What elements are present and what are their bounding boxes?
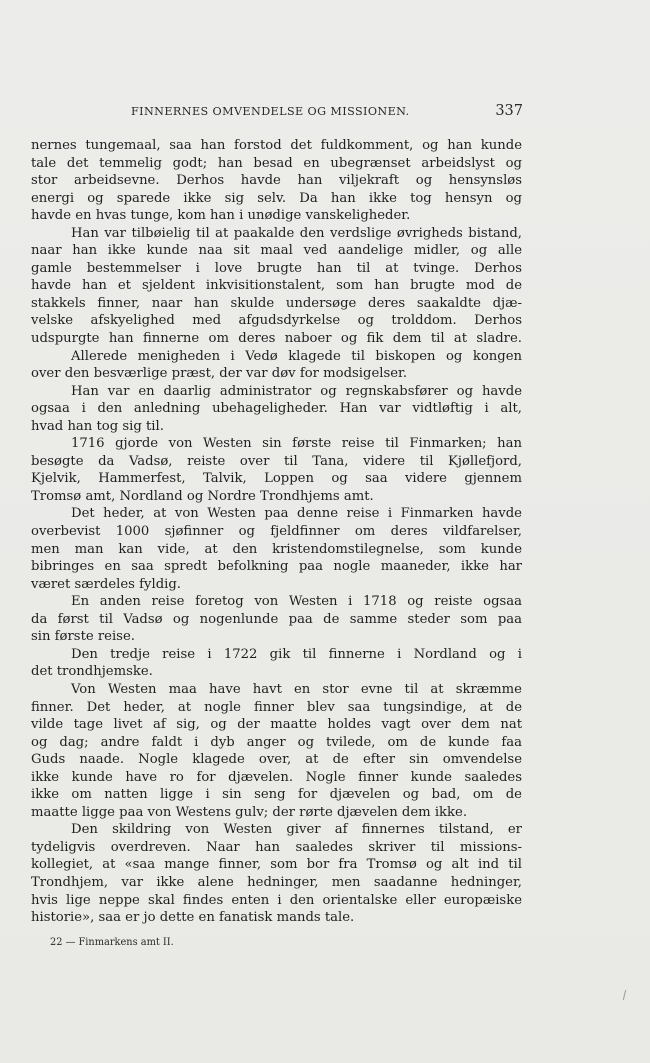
text-line: tale det temmelig godt; han besad en ubegrænset arbeidslyst og bbox=[31, 155, 522, 171]
text-line: Han var tilbøielig til at paakalde den verdslige øvrigheds bistand, bbox=[71, 225, 522, 241]
text-line: havde han et sjeldent inkvisitionstalent, som han brugte mod de bbox=[31, 278, 522, 294]
signature-mark: 22 — Finmarkens amt II. bbox=[50, 937, 174, 948]
text-line: besøgte da Vadsø, reiste over til Tana, videre til Kjøllefjord, bbox=[31, 453, 522, 469]
page-header bbox=[31, 101, 525, 121]
text-line: stor arbeidsevne. Derhos havde han viljekraft og hensynsløs bbox=[31, 173, 522, 189]
text-line: vilde tage livet af sig, og der maatte holdes vagt over dem nat bbox=[31, 717, 522, 733]
text-line: Kjelvik, Hammerfest, Talvik, Loppen og saa videre gjennem bbox=[31, 471, 522, 487]
text-line: men man kan vide, at den kristendomstilegnelse, som kunde bbox=[31, 541, 522, 557]
running-title: FINNERNES OMVENDELSE OG MISSIONEN. bbox=[131, 105, 410, 118]
text-line: hvis lige neppe skal findes enten i den orientalske eller europæiske bbox=[31, 892, 522, 908]
text-line: udspurgte han finnerne om deres naboer og fik dem til at sladre. bbox=[31, 331, 522, 347]
page-number: 337 bbox=[495, 103, 523, 119]
text-line: det trondhjemske. bbox=[31, 664, 153, 680]
text-line: nernes tungemaal, saa han forstod det fuldkomment, og han kunde bbox=[31, 138, 522, 153]
text-line: Den tredje reise i 1722 gik til finnerne i Nordland og i bbox=[71, 646, 522, 662]
text-line: kollegiet, at «saa mange finner, som bor fra Tromsø og alt ind til bbox=[31, 857, 522, 873]
text-line: over den besværlige præst, der var døv for modsigelser. bbox=[31, 366, 408, 382]
text-line: finner. Det heder, at nogle finner blev saa tungsindige, at de bbox=[31, 699, 522, 715]
text-line: maatte ligge paa von Westens gulv; der rørte djævelen dem ikke. bbox=[31, 804, 468, 820]
text-line: tydeligvis overdreven. Naar han saaledes skriver til missions- bbox=[31, 839, 522, 855]
text-line: 1716 gjorde von Westen sin første reise til Finmarken; han bbox=[71, 436, 522, 452]
body-text bbox=[31, 137, 522, 927]
text-line: været særdeles fyldig. bbox=[31, 576, 181, 592]
text-line: Det heder, at von Westen paa denne reise i Finmarken havde bbox=[71, 506, 522, 522]
text-line: stakkels finner, naar han skulde undersøge deres saakaldte djæ- bbox=[31, 295, 522, 311]
text-line: naar han ikke kunde naa sit maal ved aandelige midler, og alle bbox=[31, 243, 522, 259]
text-line: historie», saa er jo dette en fanatisk mands tale. bbox=[31, 910, 355, 926]
text-line: velske afskyelighed med afgudsdyrkelse og trolddom. Derhos bbox=[31, 313, 522, 329]
text-line: Von Westen maa have havt en stor evne til at skræmme bbox=[71, 681, 522, 697]
text-line: energi og sparede ikke sig selv. Da han ikke tog hensyn og bbox=[31, 190, 522, 206]
text-line: Trondhjem, var ikke alene hedninger, men saadanne hedninger, bbox=[31, 874, 522, 890]
text-line: Guds naade. Nogle klagede over, at de efter sin omvendelse bbox=[31, 752, 522, 768]
text-line: Allerede menigheden i Vedø klagede til biskopen og kongen bbox=[71, 348, 522, 364]
text-line: Han var en daarlig administrator og regnskabsfører og havde bbox=[71, 383, 522, 399]
text-line: hvad han tog sig til. bbox=[31, 418, 164, 434]
text-line: gamle bestemmelser i love brugte han til at tvinge. Derhos bbox=[31, 260, 522, 276]
text-line: og dag; andre faldt i dyb anger og tvilede, om de kunde faa bbox=[31, 734, 522, 750]
text-line: Den skildring von Westen giver af finnernes tilstand, er bbox=[71, 822, 522, 838]
text-line: ikke kunde have ro for djævelen. Nogle finner kunde saaledes bbox=[31, 769, 522, 785]
text-line: Tromsø amt, Nordland og Nordre Trondhjems amt. bbox=[31, 488, 374, 504]
text-line: bibringes en saa spredt befolkning paa nogle maaneder, ikke har bbox=[31, 559, 522, 575]
text-line: En anden reise foretog von Westen i 1718 og reiste ogsaa bbox=[71, 594, 522, 610]
margin-mark bbox=[623, 990, 626, 1000]
text-line: overbevist 1000 sjøfinner og fjeldfinner om deres vildfarelser, bbox=[31, 524, 522, 540]
text-line: da først til Vadsø og nogenlunde paa de samme steder som paa bbox=[31, 611, 522, 627]
text-line: havde en hvas tunge, kom han i unødige vanskeligheder. bbox=[31, 208, 411, 224]
text-line: ogsaa i den anledning ubehageligheder. Han var vidtløftig i alt, bbox=[31, 401, 522, 417]
text-line: sin første reise. bbox=[31, 629, 135, 645]
text-line: ikke om natten ligge i sin seng for djævelen og bad, om de bbox=[31, 787, 522, 803]
